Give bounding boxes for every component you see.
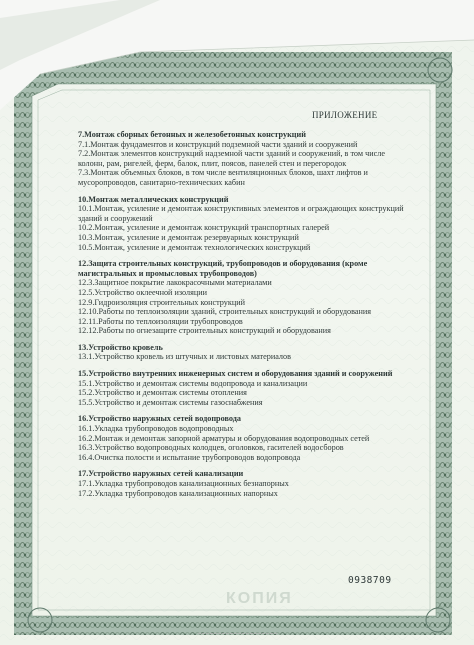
section: [78, 130, 412, 188]
section-item: 12.12.Работы по огнезащите строительных конструкций и оборудования: [78, 326, 331, 336]
section-item: 16.3.Устройство водопроводных колодцев, оголовков, гасителей водосборов: [78, 443, 344, 453]
section-item: 12.11.Работы по теплоизоляции трубопроводов: [78, 316, 243, 326]
section-title: 15.Устройство внутренних инженерных систем и оборудования зданий и сооружений: [78, 369, 393, 379]
section-item: 16.2.Монтаж и демонтаж запорной арматуры и оборудования водопроводных сетей: [78, 433, 370, 443]
section-item: 15.1.Устройство и демонтаж системы водопровода и канализации: [78, 378, 308, 388]
section-item: 12.5.Устройство оклеечной изоляции: [78, 287, 208, 297]
section-item: 7.3.Монтаж объемных блоков, в том числе вентиляционных блоков, шахт лифтов и мусоропроводов, санитарно-технических кабин: [78, 168, 368, 187]
section-item: 10.2.Монтаж, усиление и демонтаж конструкций транспортных галерей: [78, 223, 330, 233]
section: [78, 259, 412, 336]
section-item: 10.5.Монтаж, усиление и демонтаж технологических конструкций: [78, 242, 311, 252]
section: [78, 195, 412, 253]
section-item: 7.2.Монтаж элементов конструкций надземной части зданий и сооружений, в том числе колонн, рам, ригелей, ферм, балок, плит, поясов, панелей стен и перегородок: [78, 149, 385, 168]
section-item: 15.5.Устройство и демонтаж системы газоснабжения: [78, 397, 263, 407]
section-item: 16.4.Очистка полости и испытание трубопроводов водопровода: [78, 452, 301, 462]
section-title: 16.Устройство наружных сетей водопровода: [78, 414, 241, 424]
section-item: 12.3.Защитное покрытие лакокрасочными материалами: [78, 278, 272, 288]
section: [78, 414, 412, 462]
section-item: 17.1.Укладка трубопроводов канализационных безнапорных: [78, 479, 289, 488]
section-item: 7.1.Монтаж фундаментов и конструкций подземной части зданий и сооружений: [78, 139, 358, 149]
section-item: 10.1.Монтаж, усиление и демонтаж конструктивных элементов и ограждающих конструкций зданий и сооружений: [78, 204, 404, 223]
section-title: 13.Устройство кровель: [78, 342, 163, 352]
section-title: 10.Монтаж металлических конструкций: [78, 194, 229, 204]
section-item: 15.2.Устройство и демонтаж системы отопления: [78, 388, 247, 398]
section-item: 10.3.Монтаж, усиление и демонтаж резервуарных конструкций: [78, 232, 299, 242]
work-types-list: [78, 130, 412, 505]
section: [78, 369, 412, 407]
section-item: 12.9.Гидроизоляция строительных конструкций: [78, 297, 245, 307]
section-title: 17.Устройство наружных сетей канализации: [78, 469, 244, 479]
section: [78, 343, 412, 362]
printer-imprint-line: [198, 631, 278, 636]
section-title: 12.Защита строительных конструкций, трубопроводов и оборудования (кроме магистральных и промысловых трубопроводов): [78, 259, 368, 278]
section-item: 17.2.Укладка трубопроводов канализационных напорных: [78, 488, 278, 498]
appendix-title: ПРИЛОЖЕНИЕ: [312, 110, 378, 120]
section-title: 7.Монтаж сборных бетонных и железобетонных конструкций: [78, 130, 306, 139]
copy-watermark: КОПИЯ: [226, 590, 293, 607]
section-item: 12.10.Работы по теплоизоляции зданий, строительных конструкций и оборудования: [78, 307, 372, 317]
section-item: 13.1.Устройство кровель из штучных и листовых материалов: [78, 352, 291, 362]
section-item: 16.1.Укладка трубопроводов водопроводных: [78, 424, 234, 434]
certificate-number: 0938709: [348, 575, 392, 586]
section: [78, 469, 412, 498]
